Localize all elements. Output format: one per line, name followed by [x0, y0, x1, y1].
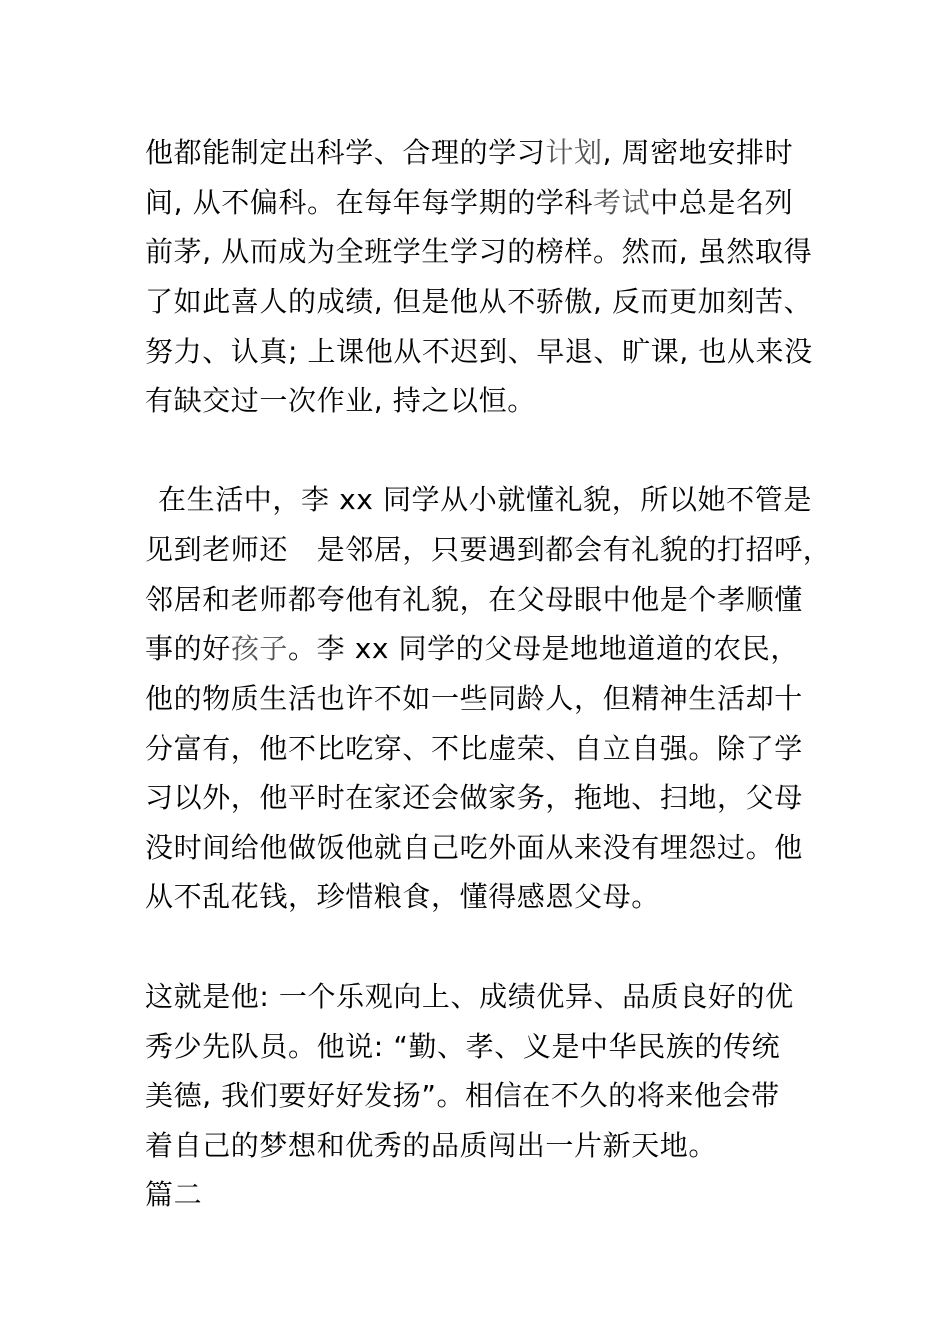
paragraph-line: 没时间给他做饭他就自己吃外面从来没有埋怨过。他: [145, 831, 803, 864]
paragraph-line: [145, 183, 793, 223]
link-jihua[interactable]: 计划: [545, 136, 603, 169]
paragraph-line: 前茅, 从而成为全班学生学习的榜样。然而, 虽然取得: [145, 235, 813, 268]
paragraph-line: 有缺交过一次作业, 持之以恒。: [145, 384, 536, 417]
paragraph-line: 习以外，他平时在家还会做家务，拖地、扫地，父母: [145, 781, 803, 814]
paragraph-line: 努力、认真; 上课他从不迟到、早退、旷课, 也从来没: [145, 335, 813, 368]
text-run: 间, 从不偏科。在每年每学期的学科: [145, 186, 594, 219]
paragraph-line: 着自己的梦想和优秀的品质闯出一片新天地。: [145, 1129, 718, 1162]
link-haizi[interactable]: 孩子: [230, 632, 289, 665]
paragraph-line: 他的物质生活也许不如一些同龄人，但精神生活却十: [145, 682, 803, 715]
paragraph-line: 美德, 我们要好好发扬”。相信在不久的将来他会带: [145, 1079, 780, 1112]
section-heading: 篇二: [145, 1178, 203, 1211]
paragraph-line: [145, 629, 799, 669]
text-run: 事的好: [145, 632, 231, 665]
paragraph-line: 见到老师还 是邻居，只要遇到都会有礼貌的打招呼，: [145, 533, 832, 566]
link-kaoshi[interactable]: 考试: [593, 186, 651, 219]
text-run: 中总是名列: [650, 186, 794, 219]
paragraph-line: 秀少先队员。他说: “勤、孝、义是中华民族的传统: [145, 1030, 781, 1063]
paragraph-line: 了如此喜人的成绩, 但是他从不骄傲, 反而更加刻苦、: [145, 285, 813, 318]
paragraph-line: [145, 133, 793, 173]
paragraph-line: 这就是他: 一个乐观向上、成绩优异、品质良好的优: [145, 980, 794, 1013]
paragraph-line: 分富有，他不比吃穿、不比虚荣、自立自强。除了学: [145, 732, 803, 765]
text-run: 。李 xx 同学的父母是地地道道的农民，: [288, 632, 799, 665]
text-run: , 周密地安排时: [602, 136, 794, 169]
text-run: 他都能制定出科学、合理的学习: [145, 136, 546, 169]
paragraph-line: 在生活中，李 xx 同学从小就懂礼貌，所以她不管是: [158, 483, 812, 516]
paragraph-line: 邻居和老师都夸他有礼貌，在父母眼中他是个孝顺懂: [145, 583, 803, 616]
paragraph-line: 从不乱花钱，珍惜粮食，懂得感恩父母。: [145, 880, 660, 913]
